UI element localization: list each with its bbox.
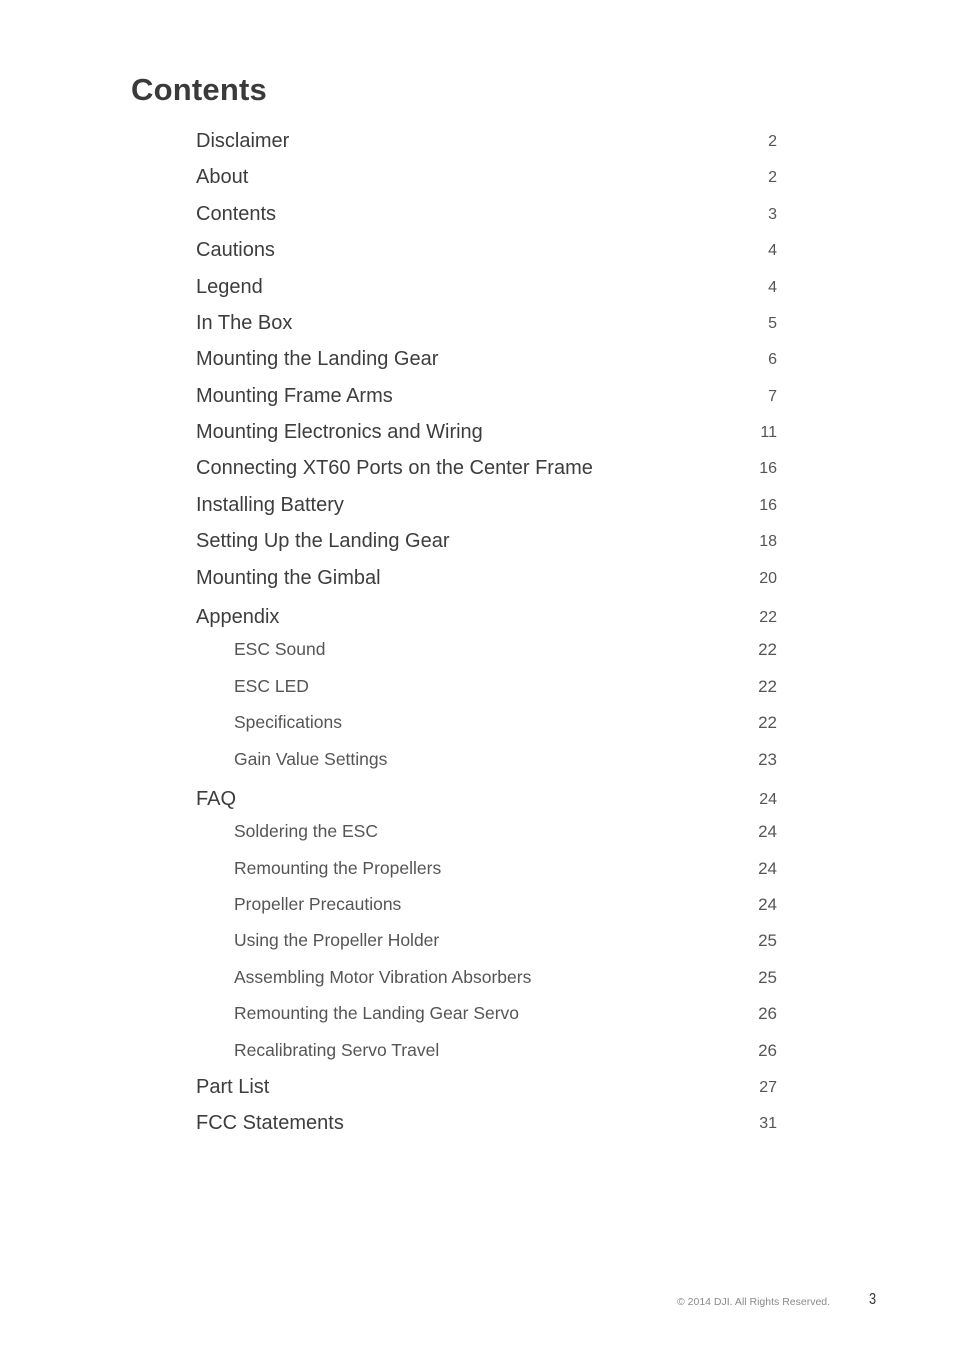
- toc-entry-page: 7: [768, 388, 777, 405]
- toc-entry-page: 4: [768, 242, 777, 259]
- toc-entry-page: 2: [768, 169, 777, 186]
- toc-entry-page: 24: [758, 822, 777, 841]
- toc-entry-faq[interactable]: [196, 788, 777, 814]
- toc-subentry-vibration-absorbers[interactable]: [196, 967, 777, 993]
- toc-entry-label: Installing Battery: [196, 494, 344, 516]
- toc-entry-label: Setting Up the Landing Gear: [196, 530, 450, 552]
- toc-entry-page: 26: [758, 1041, 777, 1060]
- toc-entry-connecting-xt60[interactable]: [196, 457, 777, 483]
- toc-entry-in-the-box[interactable]: [196, 312, 777, 338]
- toc-entry-page: 26: [758, 1004, 777, 1023]
- toc-entry-page: 22: [758, 677, 777, 696]
- page-footer: [0, 1290, 954, 1314]
- toc-entry-disclaimer[interactable]: [196, 130, 777, 156]
- toc-entry-label: Contents: [196, 203, 277, 225]
- toc-entry-page: 11: [760, 424, 777, 441]
- toc-entry-label: ESC Sound: [234, 639, 326, 659]
- toc-entry-label: Legend: [196, 276, 263, 298]
- toc-entry-label: Assembling Motor Vibration Absorbers: [234, 967, 532, 987]
- toc-entry-page: 25: [758, 931, 777, 950]
- toc-entry-mounting-electronics[interactable]: [196, 421, 777, 447]
- toc-entry-page: 24: [758, 895, 777, 914]
- toc-entry-page: 22: [759, 609, 777, 626]
- toc-entry-page: 5: [768, 315, 777, 332]
- toc-subentry-specifications[interactable]: [196, 712, 777, 738]
- toc-entry-label: Mounting the Gimbal: [196, 567, 381, 589]
- toc-entry-page: 22: [758, 713, 777, 732]
- toc-entry-label: FAQ: [196, 788, 237, 810]
- toc-entry-page: 31: [759, 1115, 777, 1132]
- toc-entry-label: Mounting Frame Arms: [196, 385, 393, 407]
- toc-subentry-servo-travel[interactable]: [196, 1040, 777, 1066]
- toc-entry-label: Using the Propeller Holder: [234, 930, 440, 950]
- toc-entry-label: Recalibrating Servo Travel: [234, 1040, 440, 1060]
- toc-entry-about[interactable]: [196, 166, 777, 192]
- toc-entry-label: Gain Value Settings: [234, 749, 388, 769]
- toc-entry-label: About: [196, 166, 249, 188]
- toc-entry-label: Connecting XT60 Ports on the Center Frame: [196, 457, 593, 479]
- toc-entry-page: 25: [758, 968, 777, 987]
- page-number: 3: [869, 1291, 877, 1308]
- toc-entry-page: 22: [758, 640, 777, 659]
- toc-entry-appendix[interactable]: [196, 606, 777, 632]
- toc-entry-label: Soldering the ESC: [234, 821, 378, 841]
- toc-entry-mounting-gimbal[interactable]: [196, 567, 777, 593]
- toc-subentry-remounting-propellers[interactable]: [196, 858, 777, 884]
- toc-entry-part-list[interactable]: [196, 1076, 777, 1102]
- toc-subentry-esc-led[interactable]: [196, 676, 777, 702]
- toc-entry-setting-up-landing-gear[interactable]: [196, 530, 777, 556]
- toc-entry-label: Appendix: [196, 606, 280, 628]
- toc-entry-label: ESC LED: [234, 676, 309, 696]
- toc-entry-page: 20: [759, 570, 777, 587]
- toc-subentry-propeller-holder[interactable]: [196, 930, 777, 956]
- toc-entry-label: Mounting the Landing Gear: [196, 348, 439, 370]
- toc-entry-page: 6: [768, 351, 777, 368]
- toc-entry-mounting-landing-gear[interactable]: [196, 348, 777, 374]
- toc-entry-fcc-statements[interactable]: [196, 1112, 777, 1138]
- toc-entry-page: 27: [759, 1079, 777, 1096]
- toc-entry-label: Remounting the Propellers: [234, 858, 442, 878]
- toc-entry-contents[interactable]: [196, 203, 777, 229]
- toc-entry-label: Disclaimer: [196, 130, 290, 152]
- toc-subentry-propeller-precautions[interactable]: [196, 894, 777, 920]
- toc-entry-page: 4: [768, 279, 777, 296]
- toc-entry-page: 24: [759, 791, 777, 808]
- toc-entry-installing-battery[interactable]: [196, 494, 777, 520]
- toc-entry-label: In The Box: [196, 312, 293, 334]
- toc-entry-page: 23: [758, 750, 777, 769]
- toc-subentry-esc-sound[interactable]: [196, 639, 777, 665]
- toc-entry-page: 18: [759, 533, 777, 550]
- toc-entry-mounting-frame-arms[interactable]: [196, 385, 777, 411]
- toc-entry-label: Part List: [196, 1076, 270, 1098]
- toc-entry-legend[interactable]: [196, 276, 777, 302]
- toc-subentry-gain-value-settings[interactable]: [196, 749, 777, 775]
- toc-entry-label: Remounting the Landing Gear Servo: [234, 1003, 520, 1023]
- toc-entry-label: Cautions: [196, 239, 275, 261]
- toc-entry-label: FCC Statements: [196, 1112, 344, 1134]
- toc-entry-label: Specifications: [234, 712, 342, 732]
- toc-entry-page: 16: [759, 460, 777, 477]
- page-title: Contents: [131, 72, 267, 107]
- toc-subentry-landing-gear-servo[interactable]: [196, 1003, 777, 1029]
- toc-entry-cautions[interactable]: [196, 239, 777, 265]
- toc-entry-page: 16: [759, 497, 777, 514]
- toc-subentry-soldering-esc[interactable]: [196, 821, 777, 847]
- toc-entry-label: Mounting Electronics and Wiring: [196, 421, 483, 443]
- copyright-notice: © 2014 DJI. All Rights Reserved.: [677, 1296, 831, 1308]
- toc-entry-page: 2: [768, 133, 777, 150]
- toc-entry-page: 3: [768, 206, 777, 223]
- toc-entry-label: Propeller Precautions: [234, 894, 402, 914]
- toc-entry-page: 24: [758, 859, 777, 878]
